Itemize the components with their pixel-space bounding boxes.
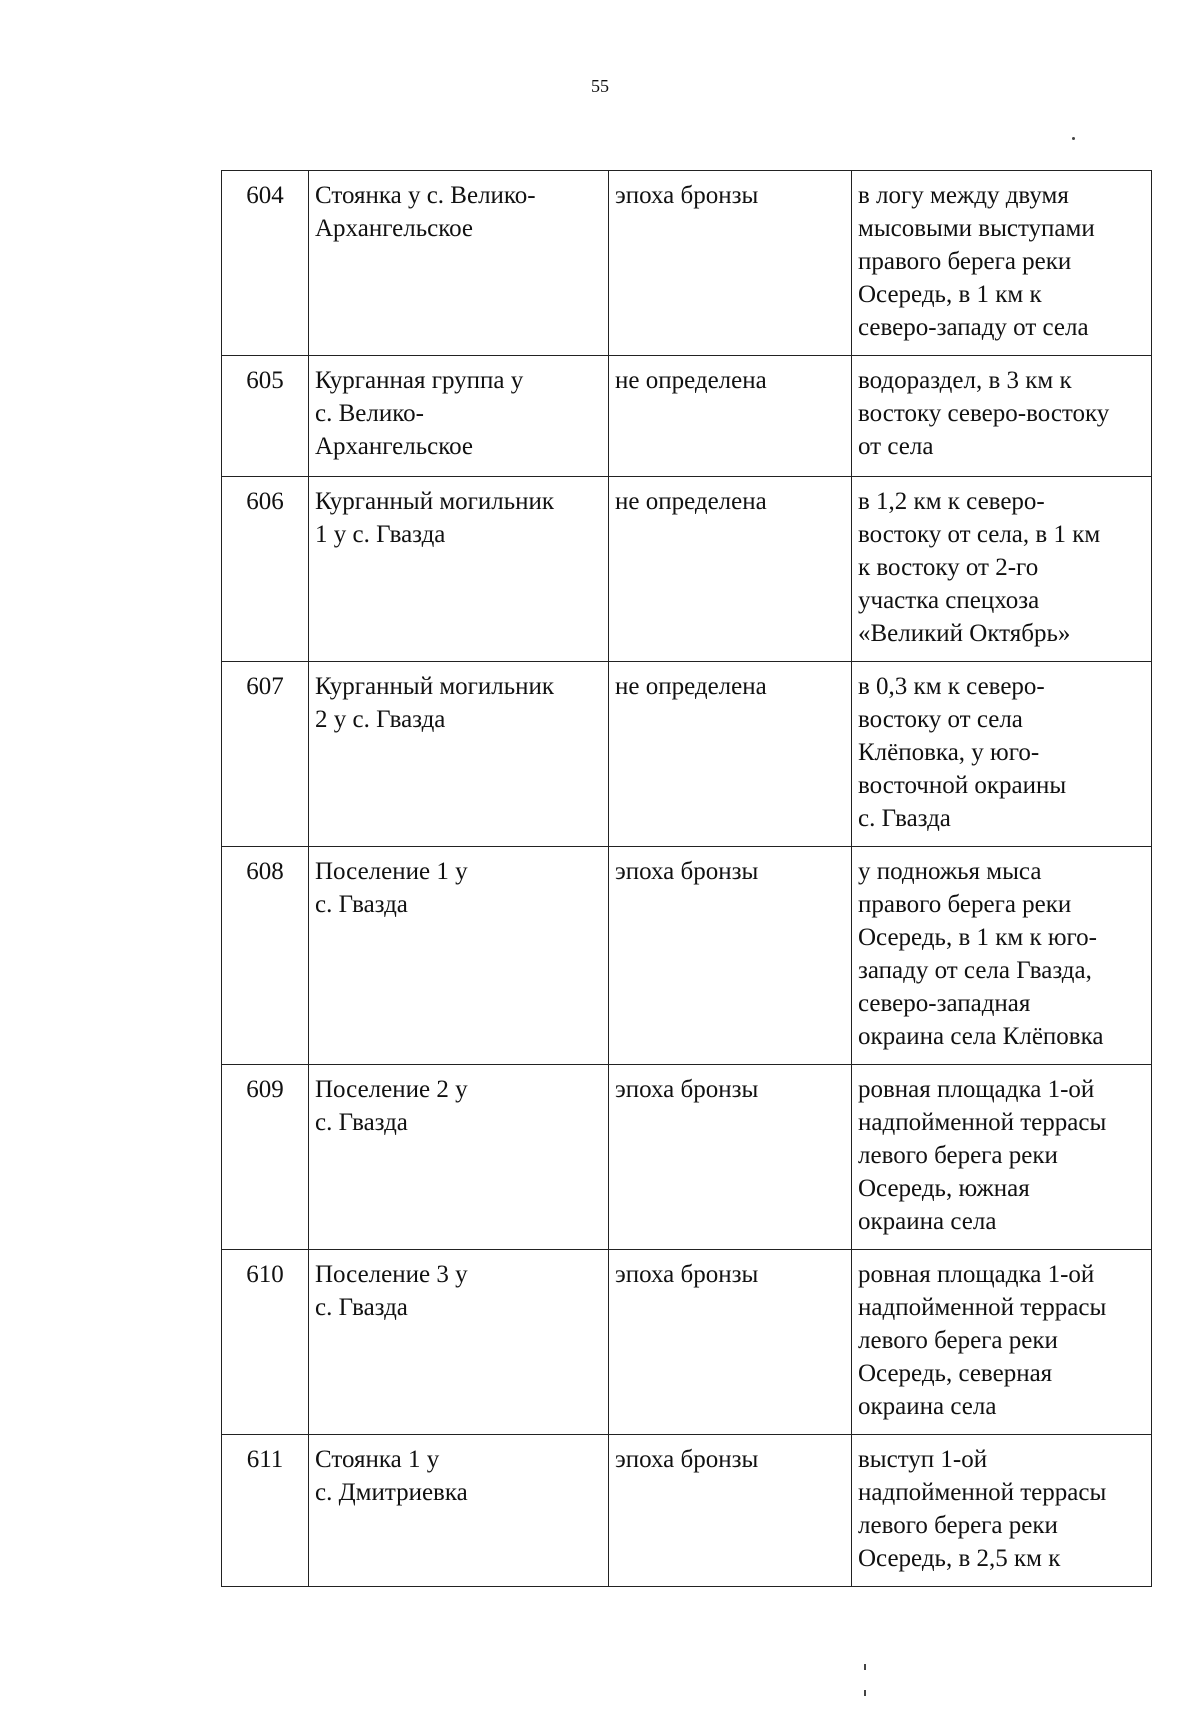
- table-row: [222, 1250, 1152, 1435]
- location-cell: [852, 477, 1152, 662]
- location-cell-line: западу от села Гвазда,: [858, 957, 1092, 984]
- location-cell-line: левого берега реки: [858, 1327, 1058, 1354]
- site-name-cell-line: Поселение 1 у: [315, 858, 468, 885]
- epoch-cell: [609, 847, 852, 1065]
- location-cell-line: надпойменной террасы: [858, 1109, 1107, 1136]
- site-name-cell: [309, 662, 609, 847]
- location-cell-line: левого берега реки: [858, 1142, 1058, 1169]
- table-row: [222, 1435, 1152, 1587]
- location-cell-line: ровная площадка 1-ой: [858, 1261, 1095, 1288]
- site-name-cell-line: с. Дмитриевка: [315, 1479, 468, 1506]
- site-name-cell: [309, 477, 609, 662]
- location-cell-line: северо-западная: [858, 990, 1031, 1017]
- location-cell-line: в 0,3 км к северо-: [858, 673, 1045, 700]
- site-name-cell-line: с. Гвазда: [315, 1294, 408, 1321]
- table-row: [222, 1065, 1152, 1250]
- location-cell-line: левого берега реки: [858, 1512, 1058, 1539]
- site-name-cell-line: с. Гвазда: [315, 891, 408, 918]
- site-name-cell: [309, 847, 609, 1065]
- scan-speck: [864, 1690, 866, 1696]
- location-cell-line: к востоку от 2-го: [858, 554, 1039, 581]
- location-cell-line: востоку от села: [858, 706, 1023, 733]
- row-number-cell: 609: [222, 1065, 309, 1250]
- location-cell-line: выступ 1-ой: [858, 1446, 988, 1473]
- page-number: 55: [591, 76, 609, 96]
- site-name-cell-line: Курганный могильник: [315, 673, 555, 700]
- site-name-cell-line: с. Велико-: [315, 400, 424, 427]
- location-cell: [852, 171, 1152, 356]
- row-number-cell: 607: [222, 662, 309, 847]
- table-row: [222, 662, 1152, 847]
- table-row: [222, 477, 1152, 662]
- scan-speck: [1072, 137, 1075, 140]
- location-cell-line: северо-западу от села: [858, 314, 1089, 341]
- location-cell: [852, 662, 1152, 847]
- location-cell: [852, 847, 1152, 1065]
- site-name-cell-line: Поселение 3 у: [315, 1261, 468, 1288]
- location-cell-line: Осередь, в 1 км к юго-: [858, 924, 1097, 951]
- table-row: [222, 847, 1152, 1065]
- site-name-cell-line: Курганный могильник: [315, 488, 555, 515]
- site-name-cell-line: Стоянка 1 у: [315, 1446, 440, 1473]
- site-name-cell-line: Стоянка у с. Велико-: [315, 182, 536, 209]
- site-name-cell-line: 2 у с. Гвазда: [315, 706, 446, 733]
- location-cell-line: надпойменной террасы: [858, 1294, 1107, 1321]
- location-cell-line: от села: [858, 433, 934, 460]
- location-cell-line: Осередь, в 2,5 км к: [858, 1545, 1061, 1572]
- table-body: [222, 171, 1152, 1587]
- site-name-cell-line: с. Гвазда: [315, 1109, 408, 1136]
- table-row: [222, 356, 1152, 477]
- site-name-cell-line: 1 у с. Гвазда: [315, 521, 446, 548]
- location-cell-line: с. Гвазда: [858, 805, 951, 832]
- location-cell: [852, 1250, 1152, 1435]
- location-cell-line: в 1,2 км к северо-: [858, 488, 1045, 515]
- epoch-cell-line: не определена: [615, 488, 767, 515]
- epoch-cell-line: эпоха бронзы: [615, 1076, 759, 1103]
- epoch-cell: [609, 477, 852, 662]
- table-row: [222, 171, 1152, 356]
- site-name-cell: [309, 171, 609, 356]
- location-cell-line: окраина села: [858, 1393, 997, 1420]
- site-name-cell: [309, 356, 609, 477]
- epoch-cell-line: эпоха бронзы: [615, 1446, 759, 1473]
- row-number-cell: 605: [222, 356, 309, 477]
- location-cell-line: водораздел, в 3 км к: [858, 367, 1072, 394]
- epoch-cell: [609, 1435, 852, 1587]
- location-cell-line: востоку от села, в 1 км: [858, 521, 1101, 548]
- row-number-cell: 610: [222, 1250, 309, 1435]
- site-name-cell-line: Архангельское: [315, 215, 473, 242]
- site-name-cell-line: Курганная группа у: [315, 367, 524, 394]
- epoch-cell: [609, 1250, 852, 1435]
- epoch-cell-line: не определена: [615, 367, 767, 394]
- scan-speck: [864, 1664, 866, 1670]
- row-number-cell: 608: [222, 847, 309, 1065]
- epoch-cell-line: не определена: [615, 673, 767, 700]
- heritage-sites-table: [221, 170, 1152, 1587]
- site-name-cell-line: Архангельское: [315, 433, 473, 460]
- location-cell-line: Осередь, северная: [858, 1360, 1053, 1387]
- epoch-cell: [609, 171, 852, 356]
- location-cell-line: в логу между двумя: [858, 182, 1069, 209]
- epoch-cell: [609, 662, 852, 847]
- row-number-cell: 611: [222, 1435, 309, 1587]
- location-cell-line: надпойменной террасы: [858, 1479, 1107, 1506]
- location-cell-line: правого берега реки: [858, 891, 1072, 918]
- site-name-cell-line: Поселение 2 у: [315, 1076, 468, 1103]
- epoch-cell-line: эпоха бронзы: [615, 182, 759, 209]
- location-cell: [852, 1435, 1152, 1587]
- epoch-cell-line: эпоха бронзы: [615, 1261, 759, 1288]
- location-cell-line: правого берега реки: [858, 248, 1072, 275]
- location-cell-line: окраина села: [858, 1208, 997, 1235]
- epoch-cell-line: эпоха бронзы: [615, 858, 759, 885]
- location-cell: [852, 356, 1152, 477]
- site-name-cell: [309, 1065, 609, 1250]
- location-cell-line: «Великий Октябрь»: [858, 620, 1071, 647]
- epoch-cell: [609, 356, 852, 477]
- location-cell-line: Осередь, южная: [858, 1175, 1030, 1202]
- site-name-cell: [309, 1250, 609, 1435]
- location-cell-line: восточной окраины: [858, 772, 1067, 799]
- site-name-cell: [309, 1435, 609, 1587]
- location-cell-line: у подножья мыса: [858, 858, 1042, 885]
- epoch-cell: [609, 1065, 852, 1250]
- location-cell-line: Клёповка, у юго-: [858, 739, 1040, 766]
- location-cell-line: Осередь, в 1 км к: [858, 281, 1042, 308]
- location-cell-line: ровная площадка 1-ой: [858, 1076, 1095, 1103]
- location-cell-line: участка спецхоза: [858, 587, 1040, 614]
- location-cell-line: востоку северо-востоку: [858, 400, 1110, 427]
- row-number-cell: 606: [222, 477, 309, 662]
- location-cell-line: мысовыми выступами: [858, 215, 1095, 242]
- location-cell-line: окраина села Клёповка: [858, 1023, 1104, 1050]
- row-number-cell: 604: [222, 171, 309, 356]
- location-cell: [852, 1065, 1152, 1250]
